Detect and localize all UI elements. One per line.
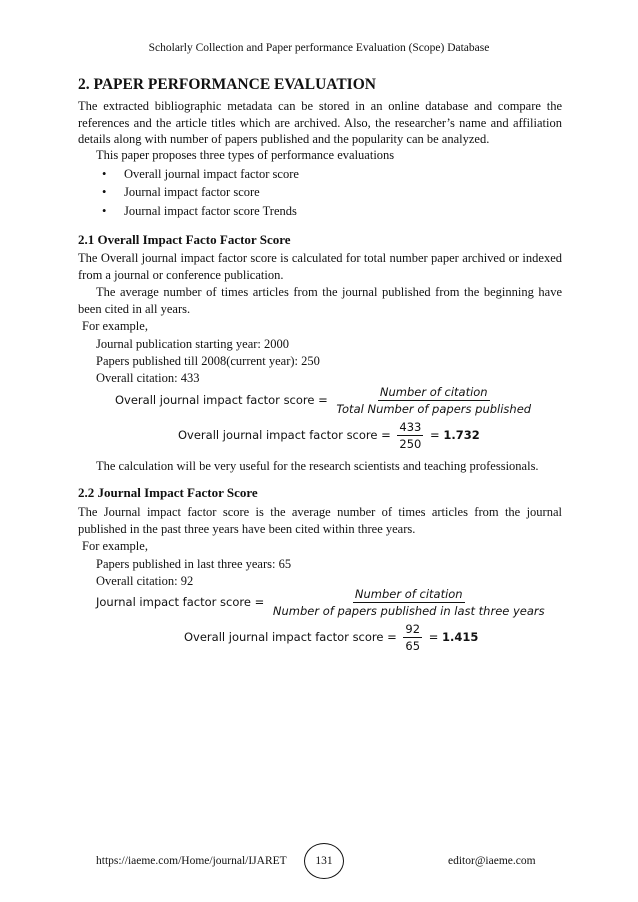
formula-overall-impact: [115, 385, 536, 416]
formula-overall-impact-result: [178, 420, 480, 451]
section-2-2-paragraph-1: The Journal impact factor score is the average number of times articles from the journal published in the past three years have been cited within three years.: [78, 505, 562, 536]
bullet-icon: •: [102, 167, 107, 181]
equals-sign: =: [428, 630, 439, 644]
formula-lhs: Overall journal impact factor score =: [184, 630, 397, 644]
fraction-numerator: Number of citation: [354, 587, 463, 601]
fraction-denominator: 65: [405, 639, 421, 653]
section-2-paragraph-1: The extracted bibliographic metadata can be stored in an online database and compare the references and the article titles which are archived. Also, the researcher’s name and affiliation details along with number of papers published and the popularity can be analyzed.: [78, 99, 562, 146]
bullet-icon: •: [102, 204, 107, 218]
formula-lhs: Journal impact factor score =: [96, 595, 265, 609]
section-2-paragraph-2: This paper proposes three types of performance evaluations: [96, 148, 395, 162]
fraction-numerator: Number of citation: [379, 385, 488, 399]
formula-fraction: [334, 385, 533, 416]
page-number-text: 131: [315, 855, 333, 867]
formula-result: 1.732: [443, 428, 480, 442]
formula-fraction: [403, 622, 422, 653]
equals-sign: =: [430, 428, 440, 442]
section-2-heading: 2. PAPER PERFORMANCE EVALUATION: [78, 76, 376, 93]
formula-fraction: [271, 587, 547, 618]
section-2-2-heading: 2.2 Journal Impact Factor Score: [78, 485, 258, 500]
section-2-1-paragraph-2: The average number of times articles from the journal published from the beginning have been cited in all years.: [78, 285, 562, 316]
bullet-icon: •: [102, 185, 107, 199]
section-2-1-paragraph-1: The Overall journal impact factor score is calculated for total number paper archived or indexed from a journal or conference publication.: [78, 251, 562, 282]
bullet-item-1: • Overall journal impact factor score: [102, 167, 299, 181]
bullet-item-2: • Journal impact factor score: [102, 185, 260, 199]
section-2-1-heading: 2.1 Overall Impact Facto Factor Score: [78, 232, 291, 247]
bullet-item-3: • Journal impact factor score Trends: [102, 204, 297, 218]
example-line: Journal publication starting year: 2000: [96, 337, 290, 351]
fraction-denominator: Total Number of papers published: [336, 402, 532, 416]
formula-journal-impact: [96, 587, 550, 618]
running-header: Scholarly Collection and Paper performance Evaluation (Scope) Database: [148, 42, 490, 54]
formula-result: 1.415: [442, 630, 479, 644]
section-2-1-closing: The calculation will be very useful for the research scientists and teaching professionals.: [96, 459, 539, 473]
fraction-numerator: 92: [405, 622, 421, 636]
example-label: For example,: [82, 319, 148, 333]
example-label: For example,: [82, 539, 148, 553]
example-line: Papers published in last three years: 65: [96, 557, 292, 571]
formula-lhs: Overall journal impact factor score =: [178, 428, 391, 442]
footer-url: https://iaeme.com/Home/journal/IJARET: [96, 855, 287, 867]
example-line: Papers published till 2008(current year): 250: [96, 354, 320, 368]
example-line: Overall citation: 92: [96, 574, 194, 588]
formula-fraction: [397, 420, 423, 451]
fraction-denominator: Number of papers published in last three years: [272, 604, 545, 618]
page-number: [304, 843, 344, 879]
fraction-denominator: 250: [399, 437, 422, 451]
footer-email: editor@iaeme.com: [448, 855, 536, 867]
formula-lhs: Overall journal impact factor score =: [115, 393, 328, 407]
formula-journal-impact-result: [184, 622, 478, 653]
example-line: Overall citation: 433: [96, 371, 200, 385]
fraction-numerator: 433: [399, 420, 422, 434]
